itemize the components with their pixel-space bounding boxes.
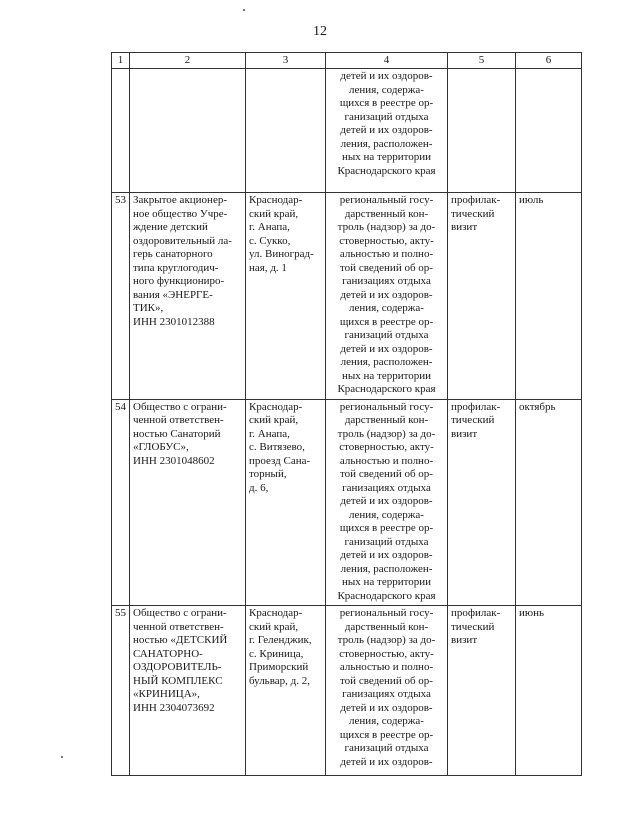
cell-line: профилак- [451, 400, 501, 413]
cell-line: дарственный кон- [344, 620, 429, 633]
cell-line: ский край, [249, 414, 299, 426]
month-cell: октябрь [516, 399, 582, 606]
cell-line: ления, содержа- [349, 83, 424, 96]
address-cell [246, 193, 326, 400]
cell-line: ИНН 2301012388 [133, 315, 215, 328]
cell-line: тический [451, 620, 495, 633]
cell-line: ченной ответствен- [133, 414, 224, 426]
cell-line: «ГЛОБУС», [133, 441, 189, 453]
cell-line: ления, содержа- [349, 302, 424, 314]
cell-line: ганизациях отдыха [342, 688, 431, 700]
organization-cell [130, 606, 246, 776]
cell-line: ных на территории [341, 369, 432, 382]
page-number: 12 [313, 24, 327, 39]
header-cell-4: 4 [326, 53, 448, 69]
cell-line: типа круглогодич- [133, 261, 219, 274]
cell-line: вания «ЭНЕРГЕ- [133, 288, 213, 301]
cell-line: той сведений об ор- [340, 261, 433, 274]
header-cell-2: 2 [130, 53, 246, 69]
cell-line: Общество с ограни- [133, 607, 227, 619]
cell-line: профилак- [451, 607, 501, 619]
cell-line: ностью Санаторий [133, 427, 221, 440]
cell-line: ченной ответствен- [133, 620, 224, 633]
month-cell [516, 69, 582, 193]
cell-line: ных на территории [341, 151, 432, 163]
event-type-cell [448, 399, 516, 606]
cell-line: герь санаторного [133, 248, 213, 260]
row-number-cell: 53 [112, 193, 130, 400]
cell-line: региональный госу- [339, 194, 434, 206]
cell-line: стоверностью, акту- [339, 441, 434, 453]
event-type-cell [448, 69, 516, 193]
cell-line: троль (надзор) за до- [337, 634, 436, 646]
control-subject-cell [326, 69, 448, 193]
organization-cell [130, 193, 246, 400]
cell-line: ТИК», [133, 302, 164, 314]
table-row [112, 399, 582, 606]
cell-line: ганизациях отдыха [342, 481, 431, 494]
header-cell-3: 3 [246, 53, 326, 69]
cell-line: ганизаций отдыха [344, 742, 429, 754]
cell-line: троль (надзор) за до- [337, 427, 436, 440]
cell-line: той сведений об ор- [340, 674, 433, 687]
cell-line: детей и их оздоров- [340, 495, 433, 507]
control-subject-cell [326, 399, 448, 606]
cell-line: ганизаций отдыха [344, 110, 429, 123]
cell-line: САНАТОРНО- [133, 647, 203, 660]
cell-line: ский край, [249, 207, 299, 220]
header-cell-5: 5 [448, 53, 516, 69]
cell-line: альностью и полно- [339, 661, 434, 673]
cell-line: д. 6, [249, 481, 269, 494]
cell-line: детей и их оздоров- [340, 288, 433, 301]
address-cell [246, 606, 326, 776]
cell-line: ИНН 2301048602 [133, 454, 215, 467]
cell-line: визит [451, 221, 478, 233]
cell-line: «КРИНИЦА», [133, 688, 200, 700]
row-number-cell [112, 69, 130, 193]
table-row [112, 69, 582, 193]
cell-line: ная, д. 1 [249, 261, 287, 274]
cell-line: г. Анапа, [249, 427, 290, 440]
cell-line: ления, расположен- [340, 562, 433, 575]
table-row [112, 193, 582, 400]
cell-line: троль (надзор) за до- [337, 221, 436, 233]
cell-line: Краснодар- [249, 194, 303, 206]
cell-line: ных на территории [341, 576, 432, 588]
cell-line: щихся в реестре ор- [339, 522, 434, 534]
cell-line: Краснодарского края [337, 589, 436, 602]
cell-line: ский край, [249, 620, 299, 633]
cell-line: альностью и полно- [339, 248, 434, 260]
event-type-cell [448, 606, 516, 776]
cell-line: ганизаций отдыха [344, 535, 429, 548]
cell-line: региональный госу- [339, 607, 434, 619]
cell-line: с. Сукко, [249, 234, 291, 247]
control-subject-cell [326, 606, 448, 776]
cell-line: Краснодарского края [337, 383, 436, 395]
scan-speck [61, 756, 63, 758]
cell-line: стоверностью, акту- [339, 647, 434, 660]
cell-line: проезд Сана- [249, 454, 311, 467]
cell-line: ления, расположен- [340, 356, 433, 368]
cell-line: ное общество Учре- [133, 207, 228, 220]
month-cell: июль [516, 193, 582, 400]
cell-line: тический [451, 414, 495, 426]
scan-speck [243, 9, 245, 11]
cell-line: Закрытое акционер- [133, 194, 227, 206]
cell-line: с. Витязево, [249, 441, 305, 453]
cell-line: детей и их оздоров- [340, 124, 433, 136]
organization-cell [130, 69, 246, 193]
cell-line: НЫЙ КОМПЛЕКС [133, 674, 223, 687]
cell-line: щихся в реестре ор- [339, 97, 434, 109]
cell-line: Краснодарского края [337, 164, 436, 177]
cell-line: детей и их оздоров- [340, 549, 433, 561]
cell-line: стоверностью, акту- [339, 234, 434, 247]
cell-line: детей и их оздоров- [340, 755, 433, 768]
month-cell: июнь [516, 606, 582, 776]
cell-line: ганизаций отдыха [344, 329, 429, 341]
cell-line: региональный госу- [339, 400, 434, 413]
cell-line: ул. Виноград- [249, 248, 314, 260]
cell-line: г. Анапа, [249, 221, 290, 233]
cell-line: дарственный кон- [344, 414, 429, 426]
cell-line: оздоровительный ла- [133, 234, 232, 247]
cell-line: щихся в реестре ор- [339, 728, 434, 741]
header-cell-6: 6 [516, 53, 582, 69]
cell-line: торный, [249, 468, 287, 480]
cell-line: ждение детский [133, 221, 208, 233]
cell-line: Краснодар- [249, 607, 303, 619]
cell-line: ления, содержа- [349, 508, 424, 521]
cell-line: ОЗДОРОВИТЕЛЬ- [133, 661, 222, 673]
cell-line: ного функциониро- [133, 275, 225, 287]
cell-line: ИНН 2304073692 [133, 701, 215, 714]
cell-line: ганизациях отдыха [342, 275, 431, 287]
cell-line: г. Геленджик, [249, 634, 312, 646]
address-cell [246, 399, 326, 606]
cell-line: детей и их оздоров- [340, 701, 433, 714]
cell-line: ления, расположен- [340, 137, 433, 150]
cell-line: дарственный кон- [344, 207, 429, 220]
cell-line: Общество с ограни- [133, 400, 227, 413]
table-row [112, 606, 582, 776]
cell-line: тический [451, 207, 495, 220]
event-type-cell [448, 193, 516, 400]
header-row [112, 53, 582, 69]
cell-line: Краснодар- [249, 400, 303, 413]
cell-line: визит [451, 427, 478, 440]
inspection-plan-table [111, 52, 582, 776]
cell-line: ностью «ДЕТСКИЙ [133, 634, 228, 646]
cell-line: той сведений об ор- [340, 468, 433, 480]
cell-line: щихся в реестре ор- [339, 315, 434, 328]
header-cell-1: 1 [112, 53, 130, 69]
cell-line: бульвар, д. 2, [249, 674, 310, 687]
cell-line: детей и их оздоров- [340, 70, 433, 82]
cell-line: с. Криница, [249, 647, 304, 660]
address-cell [246, 69, 326, 193]
row-number-cell: 55 [112, 606, 130, 776]
cell-line: профилак- [451, 194, 501, 206]
cell-line: детей и их оздоров- [340, 342, 433, 355]
cell-line: Приморский [249, 661, 309, 673]
control-subject-cell [326, 193, 448, 400]
row-number-cell: 54 [112, 399, 130, 606]
cell-line: визит [451, 634, 478, 646]
cell-line: ления, содержа- [349, 715, 424, 727]
organization-cell [130, 399, 246, 606]
cell-line: альностью и полно- [339, 454, 434, 467]
